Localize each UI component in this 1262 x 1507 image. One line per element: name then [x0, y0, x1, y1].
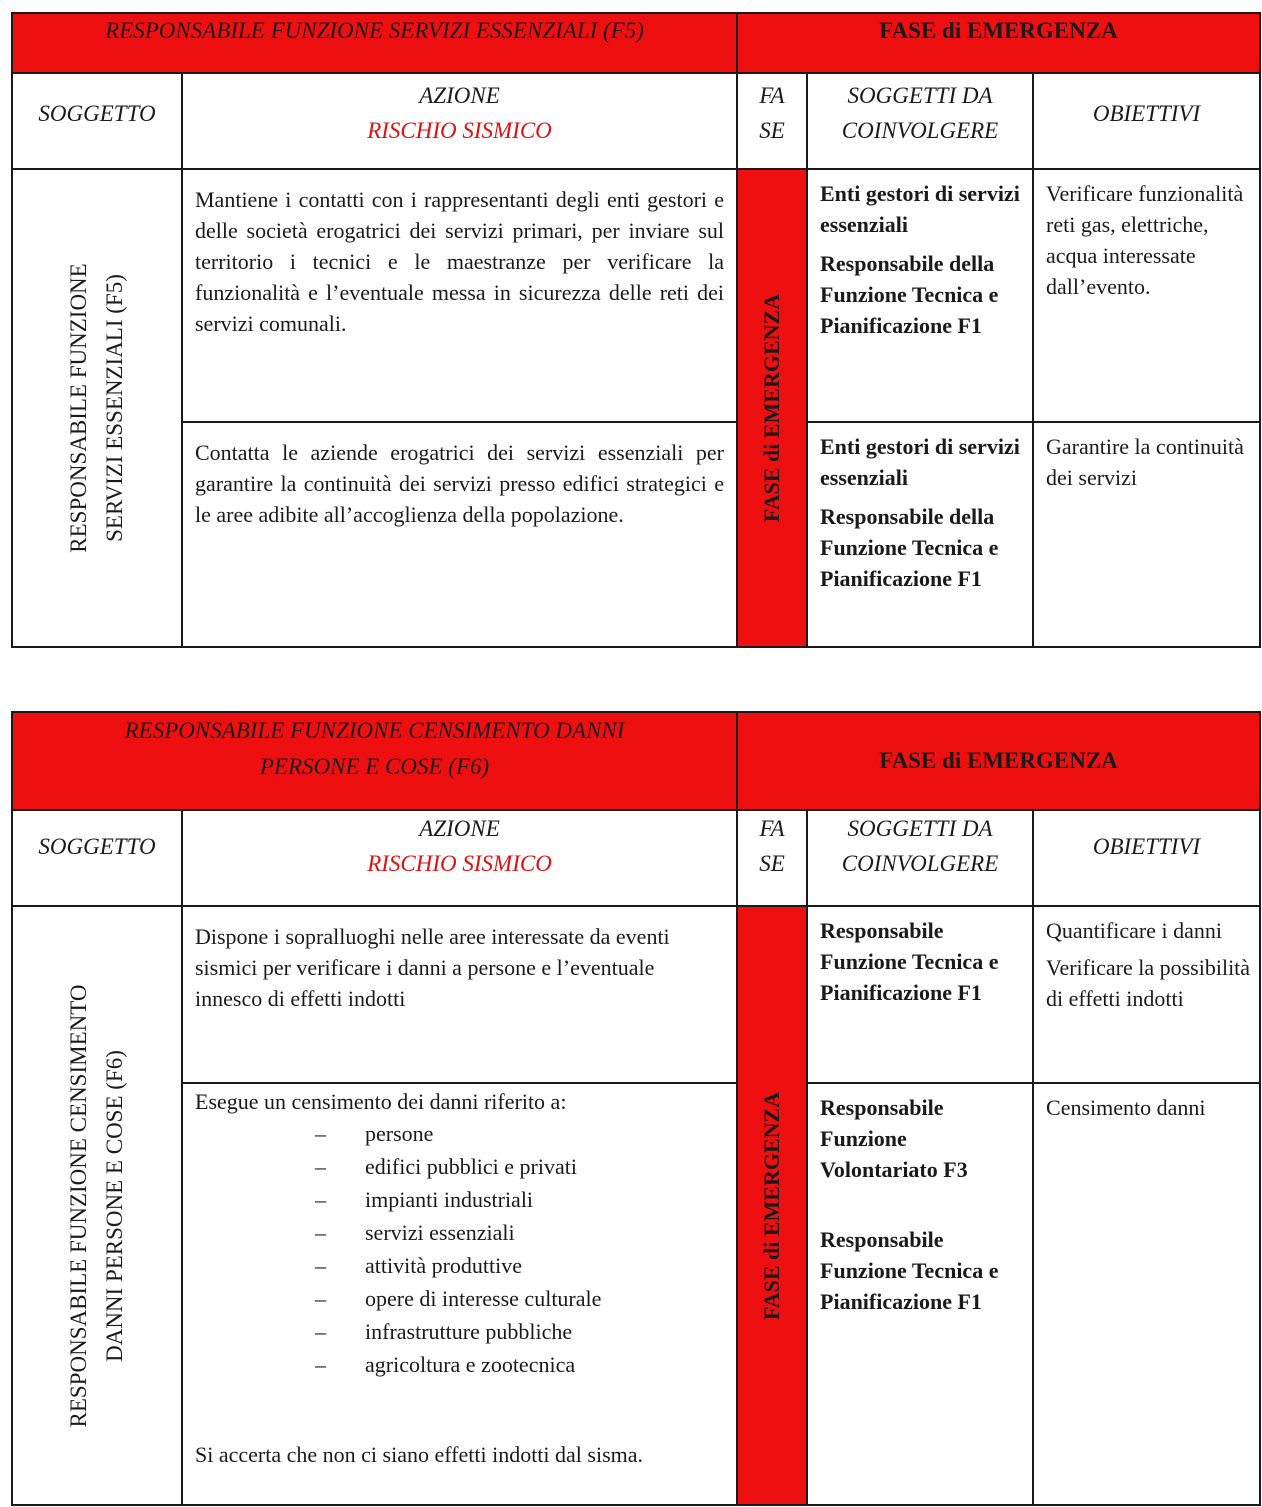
- list-item-text: opere di interesse culturale: [365, 1286, 602, 1311]
- col-soggetti: [807, 73, 1033, 169]
- list-item-text: persone: [365, 1121, 434, 1146]
- column-header-row: [12, 810, 1260, 906]
- header-title: RESPONSABILE FUNZIONE SERVIZI ESSENZIALI (F5): [105, 18, 644, 43]
- obiettivi-cell: Verificare funzionalità reti gas, elettriche, acqua interessate dall’evento.: [1033, 169, 1260, 422]
- dash-bullet: –: [315, 1154, 326, 1179]
- azione-intro: Esegue un censimento dei danni riferito a:: [195, 1089, 567, 1114]
- damage-category-list: [195, 1117, 724, 1381]
- phase-cell: [737, 906, 807, 1505]
- header-title-cell: [12, 712, 737, 810]
- soggetto-vertical-label: RESPONSABILE FUNZIONE SERVIZI ESSENZIALI (F5): [66, 263, 127, 553]
- col-obiettivi: OBIETTIVI: [1033, 810, 1260, 906]
- col-soggetti-line2: COINVOLGERE: [841, 118, 999, 143]
- azione-cell: Contatta le aziende erogatrici dei servizi essenziali per garantire la continuità dei servizi presso edifici strategici e le aree adibite all’accoglienza della popolazione.: [182, 422, 737, 647]
- azione-cell: Dispone i sopralluoghi nelle aree interessate da eventi sismici per verificare i danni a persone e l’eventuale innesco di effetti indotti: [182, 906, 737, 1083]
- col-fase-line1: FA: [759, 816, 785, 841]
- list-item: [315, 1282, 724, 1315]
- list-item-text: servizi essenziali: [365, 1220, 515, 1245]
- list-item: [315, 1315, 724, 1348]
- list-item-text: impianti industriali: [365, 1187, 534, 1212]
- col-rischio-label: RISCHIO SISMICO: [367, 851, 552, 876]
- list-item: [315, 1183, 724, 1216]
- soggetti-cell: Responsabile Funzione Volontariato F3 Responsabile Funzione Tecnica e Pianificazione F1: [807, 1083, 1033, 1505]
- col-azione-label: AZIONE: [419, 83, 500, 108]
- column-header-row: [12, 73, 1260, 169]
- col-fase-line2: SE: [759, 118, 785, 143]
- dash-bullet: –: [315, 1220, 326, 1245]
- header-title: RESPONSABILE FUNZIONE CENSIMENTO DANNI PERSONE E COSE (F6): [124, 718, 625, 779]
- col-fase: [737, 73, 807, 169]
- dash-bullet: –: [315, 1352, 326, 1377]
- table-row: [12, 906, 1260, 1083]
- col-rischio-label: RISCHIO SISMICO: [367, 118, 552, 143]
- col-soggetti-line1: SOGGETTI DA: [847, 816, 993, 841]
- col-fase-line1: FA: [759, 83, 785, 108]
- dash-bullet: –: [315, 1319, 326, 1344]
- list-item-text: edifici pubblici e privati: [365, 1154, 577, 1179]
- col-soggetto: SOGGETTO: [12, 73, 182, 169]
- list-item-text: infrastrutture pubbliche: [365, 1319, 573, 1344]
- phase-vertical-label: FASE di EMERGENZA: [759, 1091, 785, 1320]
- table-header-row: [12, 13, 1260, 73]
- header-title-cell: [12, 13, 737, 73]
- table-row: [12, 169, 1260, 422]
- soggetto-vertical-label: RESPONSABILE FUNZIONE CENSIMENTO DANNI PERSONE E COSE (F6): [66, 984, 127, 1427]
- col-azione: [182, 810, 737, 906]
- list-item: [315, 1249, 724, 1282]
- header-phase: FASE di EMERGENZA: [879, 748, 1118, 773]
- soggetti-cell: Responsabile Funzione Tecnica e Pianificazione F1: [807, 906, 1033, 1083]
- col-azione: [182, 73, 737, 169]
- soggetto-cell: [12, 906, 182, 1505]
- table-row: [12, 422, 1260, 647]
- col-soggetto: SOGGETTO: [12, 810, 182, 906]
- dash-bullet: –: [315, 1253, 326, 1278]
- obiettivi-cell: Censimento danni: [1033, 1083, 1260, 1505]
- azione-outro: Si accerta che non ci siano effetti indotti dal sisma.: [195, 1442, 644, 1467]
- table-f6: [11, 711, 1261, 1506]
- col-soggetti: [807, 810, 1033, 906]
- list-item: [315, 1150, 724, 1183]
- col-azione-label: AZIONE: [419, 816, 500, 841]
- phase-vertical-label: FASE di EMERGENZA: [759, 293, 784, 523]
- obiettivi-cell: Quantificare i danni Verificare la possibilità di effetti indotti: [1033, 906, 1260, 1083]
- dash-bullet: –: [315, 1187, 326, 1212]
- soggetti-cell: Enti gestori di servizi essenziali Responsabile della Funzione Tecnica e Pianificazione F1: [807, 422, 1033, 647]
- col-fase: [737, 810, 807, 906]
- azione-cell: [182, 1083, 737, 1505]
- col-soggetti-line2: COINVOLGERE: [841, 851, 999, 876]
- col-soggetti-line1: SOGGETTI DA: [847, 83, 993, 108]
- header-phase: FASE di EMERGENZA: [879, 18, 1118, 43]
- list-item-text: attività produttive: [365, 1253, 523, 1278]
- obiettivi-cell: Garantire la continuità dei servizi: [1033, 422, 1260, 647]
- phase-cell: [737, 169, 807, 647]
- table-header-row: [12, 712, 1260, 810]
- header-phase-cell: [737, 712, 1260, 810]
- dash-bullet: –: [315, 1121, 326, 1146]
- header-phase-cell: [737, 13, 1260, 73]
- list-item: [315, 1117, 724, 1150]
- list-item-text: agricoltura e zootecnica: [365, 1352, 576, 1377]
- col-obiettivi: OBIETTIVI: [1033, 73, 1260, 169]
- azione-cell: Mantiene i contatti con i rappresentanti degli enti gestori e delle società erogatrici dei servizi primari, per inviare sul territorio i tecnici e le maestranze per verificare la funzionalità e l’eventuale messa in sicurezza delle reti dei servizi comunali.: [182, 169, 737, 422]
- table-row: [12, 1083, 1260, 1505]
- table-f5: [11, 12, 1261, 648]
- soggetti-cell: Enti gestori di servizi essenziali Responsabile della Funzione Tecnica e Pianificazione F1: [807, 169, 1033, 422]
- list-item: [315, 1216, 724, 1249]
- soggetto-cell: [12, 169, 182, 647]
- dash-bullet: –: [315, 1286, 326, 1311]
- col-fase-line2: SE: [759, 851, 785, 876]
- list-item: [315, 1348, 724, 1381]
